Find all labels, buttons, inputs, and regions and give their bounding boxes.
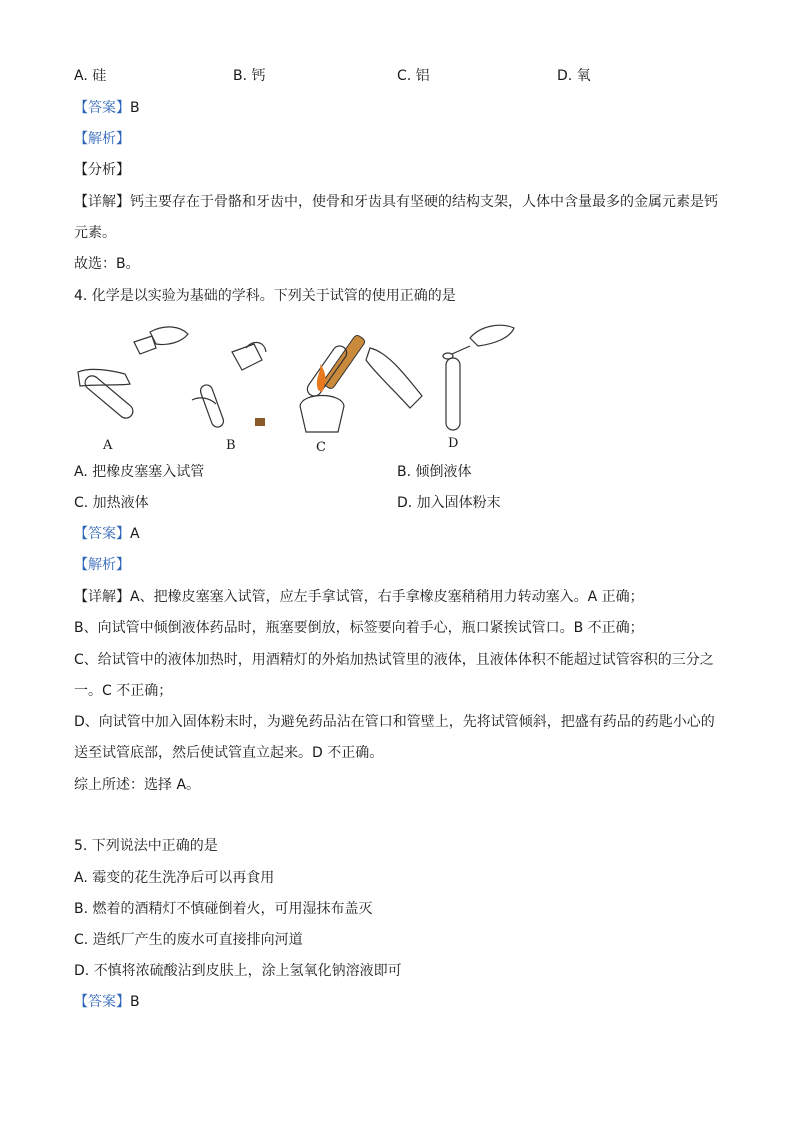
answer-value: B <box>130 100 140 116</box>
q3-option-d: D. 氧 <box>557 68 591 84</box>
figure-label-d: D <box>448 436 459 451</box>
q4-answer-line <box>74 524 140 544</box>
q3-option-c: C. 铝 <box>397 68 430 84</box>
q4-option-d: D. 加入固体粉末 <box>397 495 501 511</box>
answer-tag: 【答案】 <box>74 994 130 1010</box>
q5-option-d: D. 不慎将浓硫酸沾到皮肤上，涂上氢氧化钠溶液即可 <box>74 963 402 979</box>
figure-c-heating-liquid <box>300 334 422 432</box>
analysis-tag: 【解析】 <box>74 557 130 573</box>
q4-detail-line-3: C、给试管中的液体加热时，用酒精灯的外焰加热试管里的液体，且液体体积不能超过试管容积的三分之 <box>74 652 714 668</box>
q4-option-a: A. 把橡皮塞塞入试管 <box>74 464 205 480</box>
q4-detail-line-4: 一。C 不正确； <box>74 683 173 699</box>
analysis-tag: 【解析】 <box>74 131 130 147</box>
q4-stem: 4. 化学是以实验为基础的学科。下列关于试管的使用正确的是 <box>74 288 456 304</box>
figure-b-pouring-liquid <box>192 342 266 428</box>
q4-detail-line-1 <box>74 587 644 607</box>
q4-figure <box>70 312 530 452</box>
detail-tag: 【详解】 <box>74 194 130 210</box>
detail-tag: 【详解】 <box>74 589 130 605</box>
q3-fenxi-tag <box>74 160 130 180</box>
q4-option-b: B. 倾倒液体 <box>397 464 472 480</box>
detail-text: A、把橡皮塞塞入试管，应左手拿试管，右手拿橡皮塞稍稍用力转动塞入。A 正确； <box>130 589 644 605</box>
q5-answer-line <box>74 992 140 1012</box>
q4-analysis-tag <box>74 555 130 575</box>
fenxi-tag: 【分析】 <box>74 162 130 178</box>
q3-detail-line2: 元素。 <box>74 225 116 241</box>
q3-answer-line <box>74 98 140 118</box>
detail-text: 钙主要存在于骨骼和牙齿中，使骨和牙齿具有坚硬的结构支架，人体中含量最多的金属元素是钙 <box>130 194 718 210</box>
q4-detail-line-6: 送至试管底部，然后使试管直立起来。D 不正确。 <box>74 745 384 761</box>
q3-option-b: B. 钙 <box>233 68 266 84</box>
figure-label-c: C <box>316 440 326 455</box>
answer-value: B <box>130 994 140 1010</box>
q3-analysis-tag <box>74 129 130 149</box>
figure-label-b: B <box>226 438 236 453</box>
answer-value: A <box>130 526 140 542</box>
q5-option-a: A. 霉变的花生洗净后可以再食用 <box>74 870 275 886</box>
figure-label-a: A <box>103 438 113 453</box>
q3-option-a: A. 硅 <box>74 68 107 84</box>
answer-tag: 【答案】 <box>74 100 130 116</box>
figure-d-adding-powder <box>443 325 514 430</box>
q4-option-c: C. 加热液体 <box>74 495 149 511</box>
q4-detail-line-5: D、向试管中加入固体粉末时，为避免药品沾在管口和管壁上，先将试管倾斜，把盛有药品的药匙小心的 <box>74 714 715 730</box>
q5-stem: 5. 下列说法中正确的是 <box>74 838 218 854</box>
figure-a-test-tube-stopper <box>78 327 188 421</box>
q5-option-c: C. 造纸厂产生的废水可直接排向河道 <box>74 932 303 948</box>
answer-tag: 【答案】 <box>74 526 130 542</box>
q3-choice: 故选：B。 <box>74 256 140 272</box>
q4-detail-line-2: B、向试管中倾倒液体药品时，瓶塞要倒放，标签要向着手心，瓶口紧挨试管口。B 不正确； <box>74 620 644 636</box>
q5-option-b: B. 燃着的酒精灯不慎碰倒着火，可用湿抹布盖灭 <box>74 901 373 917</box>
q3-detail-line <box>74 192 718 212</box>
q4-summary: 综上所述：选择 A。 <box>74 777 201 793</box>
